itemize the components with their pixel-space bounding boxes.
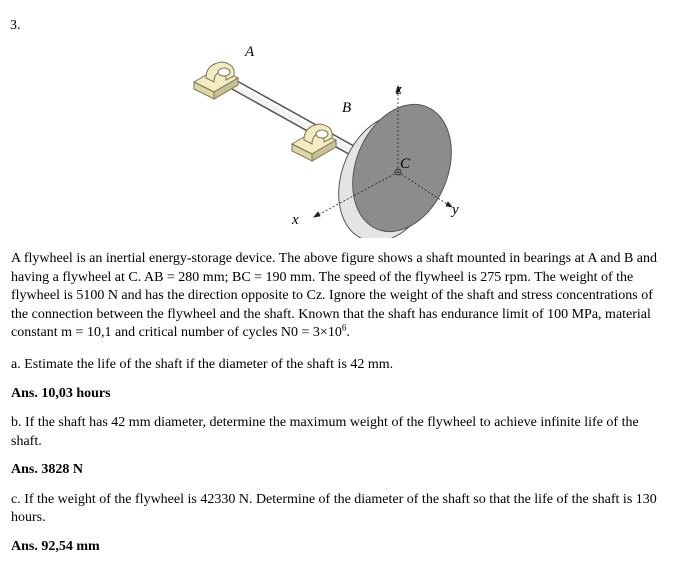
answer-c: Ans. 92,54 mm [11,538,100,554]
flywheel-figure [180,38,480,238]
question-label: c. [11,491,21,507]
label-c: C [400,156,411,172]
question-text: If the shaft has 42 mm diameter, determine the maximum weight of the flywheel to achieve infinite life of the shaft. [11,415,639,449]
problem-statement [11,250,661,343]
question-label: a. [11,357,21,372]
problem-text-end: . [346,325,350,340]
problem-text: A flywheel is an inertial energy-storage device. The above figure shows a shaft mounted in bearings at A and B and having a flywheel at C. AB = 280 mm; BC = 190 mm. The speed of the flywheel is 275 rpm. The weight of the flywheel is 5100 N and has the direction opposite to Cz. Ignore the weight of the shaft and stress concentrations of the connection between the flywheel and the shaft. Known that the shaft has endurance limit of 100 MPa, material constant m = 10,1 and critical number of cycles N0 = 3×10 [11,251,658,340]
label-x: x [292,212,299,228]
label-z: z [396,82,402,98]
question-c [11,491,661,528]
question-label: b. [11,415,22,430]
question-text: If the weight of the flywheel is 42330 N. Determine of the diameter of the shaft so that the life of the shaft is 130 hours. [11,491,657,525]
exponent: 6 [341,322,347,333]
label-b: B [342,100,352,116]
question-text: Estimate the life of the shaft if the diameter of the shaft is 42 mm. [24,357,394,372]
answer-a: Ans. 10,03 hours [11,385,111,401]
question-a [11,356,661,375]
bearing-b [292,124,336,161]
question-b [11,414,661,451]
problem-number: 3. [10,18,21,33]
label-y: y [452,202,459,218]
bearing-a [194,62,238,99]
label-a: A [245,44,255,60]
flywheel-shaft-diagram [180,38,480,238]
questions [11,356,661,567]
answer-b: Ans. 3828 N [11,462,83,477]
